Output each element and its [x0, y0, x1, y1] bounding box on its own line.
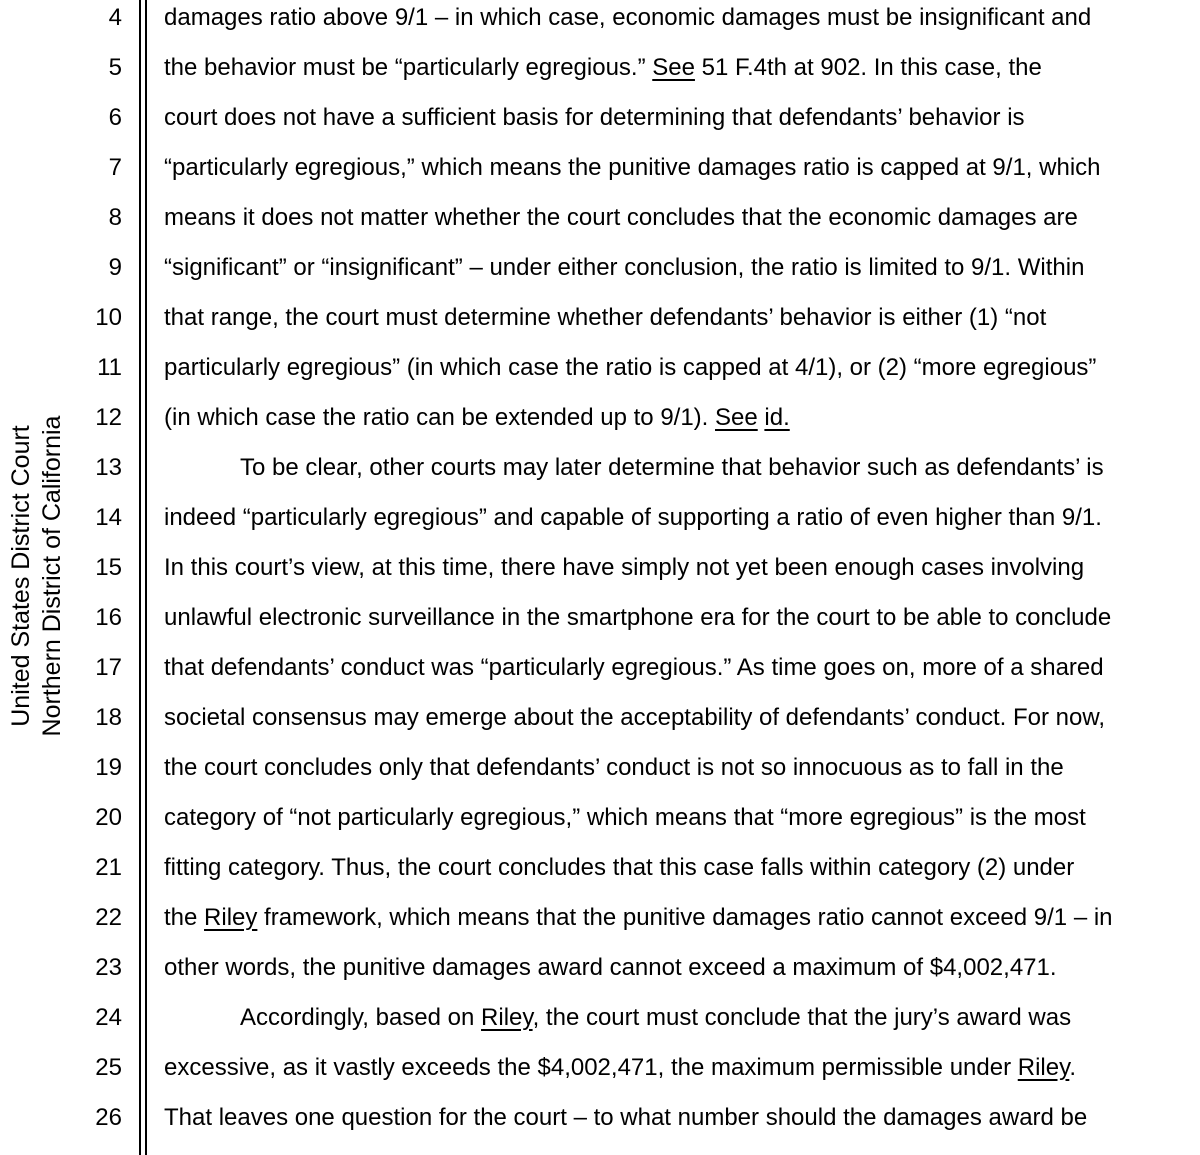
text-line [164, 450, 1200, 500]
citation-text: Riley [1017, 1054, 1070, 1081]
line-number: 7 [108, 154, 122, 181]
line-number: 25 [95, 1054, 122, 1081]
text-line [164, 1050, 1164, 1100]
text-segment: damages ratio above 9/1 – in which case, economic damages must be insignificant and [164, 4, 1092, 31]
left-margin-rule-outer [139, 0, 141, 1155]
text-segment: the [164, 904, 205, 931]
line-number: 18 [95, 704, 122, 731]
court-district: Northern District of California [38, 415, 66, 737]
line-number: 12 [95, 404, 122, 431]
line-number: 20 [95, 804, 122, 831]
text-segment: . [1069, 1054, 1076, 1081]
text-segment: societal consensus may emerge about the acceptability of defendants’ conduct. For now, [164, 704, 1105, 731]
line-number: 13 [95, 454, 122, 481]
text-line [164, 900, 1164, 950]
text-segment: framework, which means that the punitive damages ratio cannot exceed 9/1 – in [257, 904, 1113, 931]
text-segment: Accordingly, based on [240, 1004, 482, 1031]
court-name: United States District Court [7, 425, 35, 727]
text-segment: other words, the punitive damages award cannot exceed a maximum of $4,002,471. [164, 954, 1057, 981]
text-line [164, 850, 1164, 900]
line-number: 15 [95, 554, 122, 581]
text-segment: category of “not particularly egregious,” which means that “more egregious” is the most [164, 804, 1086, 831]
line-number: 22 [95, 904, 122, 931]
text-segment: the court concludes only that defendants’ conduct is not so innocuous as to fall in the [164, 754, 1064, 781]
text-line [164, 100, 1164, 150]
text-segment: , the court must conclude that the jury’s award was [532, 1004, 1072, 1031]
citation-text: id. [764, 404, 790, 431]
text-line [164, 300, 1164, 350]
line-number: 23 [95, 954, 122, 981]
line-number: 4 [108, 4, 122, 31]
text-line [164, 400, 1164, 450]
text-line [164, 950, 1164, 1000]
text-line [164, 350, 1164, 400]
text-segment: that range, the court must determine whether defendants’ behavior is either (1) “not [164, 304, 1047, 331]
text-segment: court does not have a sufficient basis for determining that defendants’ behavior is [164, 104, 1025, 131]
line-number: 21 [95, 854, 122, 881]
line-number: 11 [97, 354, 122, 381]
line-number: 9 [108, 254, 122, 281]
line-number: 6 [108, 104, 122, 131]
text-line [164, 750, 1164, 800]
court-caption [6, 356, 70, 796]
text-segment: In this court’s view, at this time, there have simply not yet been enough cases involving [164, 554, 1085, 581]
text-line [164, 800, 1164, 850]
citation-text: Riley [204, 904, 258, 931]
text-line [164, 250, 1164, 300]
text-line [164, 0, 1164, 50]
line-number: 26 [95, 1104, 122, 1131]
line-number: 24 [95, 1004, 122, 1031]
text-line [164, 600, 1164, 650]
line-number: 10 [95, 304, 122, 331]
text-segment: means it does not matter whether the court concludes that the economic damages are [164, 204, 1078, 231]
text-segment: the behavior must be “particularly egregious.” [164, 54, 653, 81]
text-line [164, 700, 1164, 750]
line-number: 5 [108, 54, 122, 81]
text-line [164, 200, 1164, 250]
text-segment: excessive, as it vastly exceeds the $4,002,471, the maximum permissible under [164, 1054, 1018, 1081]
text-line [164, 650, 1164, 700]
line-number: 17 [95, 654, 122, 681]
citation-text: Riley [481, 1004, 533, 1031]
line-number: 19 [95, 754, 122, 781]
citation-text: See [652, 54, 695, 81]
text-line [164, 1100, 1164, 1150]
text-segment: 51 F.4th at 902. In this case, the [694, 54, 1042, 81]
text-segment: That leaves one question for the court – to what number should the damages award be [164, 1104, 1088, 1131]
text-segment: “particularly egregious,” which means the punitive damages ratio is capped at 9/1, which [164, 154, 1101, 181]
text-segment: that defendants’ conduct was “particularly egregious.” As time goes on, more of a shared [164, 654, 1104, 681]
text-line [164, 1000, 1200, 1050]
text-segment: unlawful electronic surveillance in the smartphone era for the court to be able to conclude [164, 604, 1112, 631]
left-margin-rule-inner [145, 0, 147, 1155]
text-segment: “significant” or “insignificant” – under either conclusion, the ratio is limited to 9/1. Within [164, 254, 1085, 281]
line-number: 14 [95, 504, 122, 531]
text-line [164, 150, 1164, 200]
line-number: 8 [108, 204, 122, 231]
citation-text: See [715, 404, 758, 431]
line-number: 16 [95, 604, 122, 631]
text-segment: To be clear, other courts may later determine that behavior such as defendants’ is [240, 454, 1104, 481]
text-segment: particularly egregious” (in which case the ratio is capped at 4/1), or (2) “more egregious” [164, 354, 1097, 381]
text-line [164, 550, 1164, 600]
text-line [164, 50, 1164, 100]
text-segment: (in which case the ratio can be extended up to 9/1). [164, 404, 716, 431]
text-segment: indeed “particularly egregious” and capable of supporting a ratio of even higher than 9/1. [164, 504, 1102, 531]
text-segment: fitting category. Thus, the court concludes that this case falls within category (2) under [164, 854, 1075, 881]
text-line [164, 500, 1164, 550]
